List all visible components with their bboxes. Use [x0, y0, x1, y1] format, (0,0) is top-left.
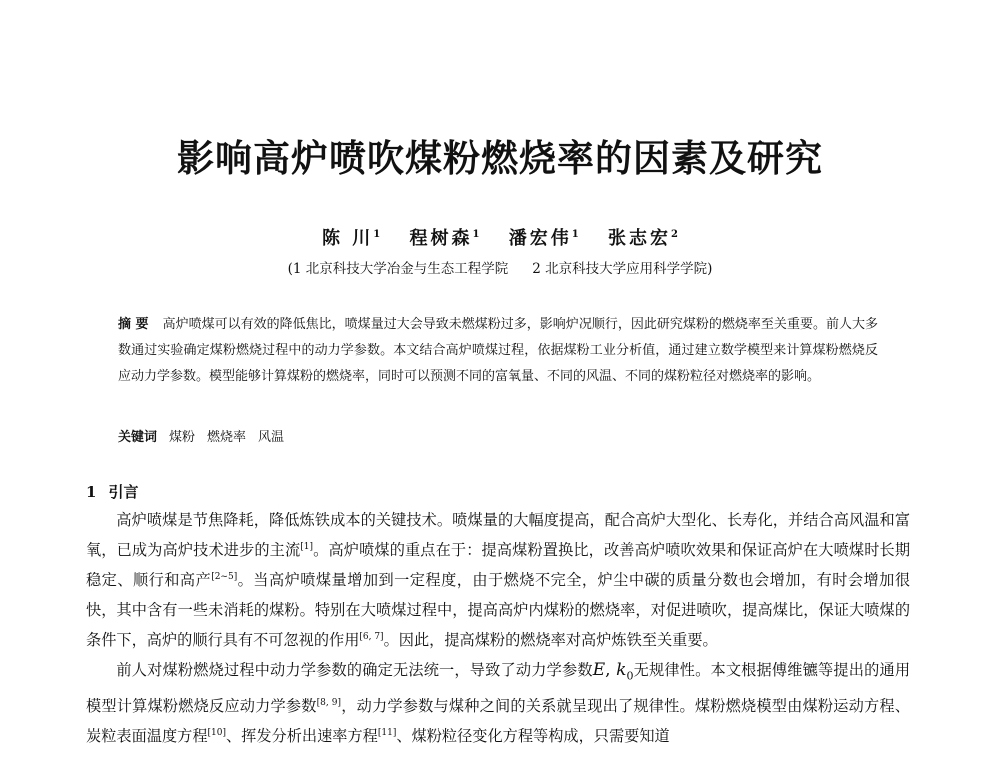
- author-list: [0, 224, 1000, 250]
- affiliations: [0, 257, 1000, 277]
- author-affil-mark: 2: [671, 229, 678, 240]
- math-subscript: 0: [626, 669, 634, 683]
- citation[interactable]: [10]: [207, 728, 226, 739]
- author-3: [509, 228, 579, 249]
- author-4: [608, 228, 678, 249]
- citation[interactable]: [6, 7]: [359, 631, 384, 642]
- text-run: 。高炉喷煤的重点在于：提高煤粉置换比，改善高炉喷吹效果和保证高炉在大喷煤时长期稳定、顺行和高产: [86, 541, 911, 589]
- author-affil-mark: 1: [472, 229, 480, 240]
- paragraph-2: [86, 655, 910, 751]
- text-run: ，动力学参数与煤种之间的关系就呈现出了规律性。煤粉燃烧模型由煤粉运动方程、炭粒表面温度方程: [86, 697, 910, 746]
- author-affil-mark: 1: [373, 229, 381, 240]
- body-text: [86, 505, 910, 751]
- keywords: [118, 426, 878, 445]
- affil-close-paren: ): [707, 261, 713, 277]
- affil-open-paren: (: [287, 261, 293, 277]
- section-title: 引言: [108, 483, 139, 501]
- citation[interactable]: [8, 9]: [316, 698, 342, 709]
- text-run: 、挥发分析出速率方程: [225, 727, 378, 746]
- text-run: 高炉喷煤是节焦降耗，降低炼铁成本的关键技术。喷煤量的大幅度提高，配合高炉大型化、长寿化，并结合高风温和富氧，已成为高炉技术进步的主流: [86, 511, 910, 559]
- math-symbol-e: E: [592, 660, 606, 680]
- section-heading: [86, 481, 138, 502]
- text-run: 。当高炉喷煤量增加到一定程度，由于燃烧不完全，炉尘中碳的质量分数也会增加，有时会增加很快，其中含有一些未消耗的煤粉。特别在大喷煤过程中，提高高炉内煤粉的燃烧率，对促进喷吹，提高煤比，保证大喷煤的条件下，高炉的顺行具有不可忽视的作用: [86, 571, 911, 649]
- text-run: 无规律性。本文根据傅维镳等提出的通用模型计算煤粉燃烧反应动力学参数: [86, 661, 911, 716]
- keyword: 燃烧率: [207, 430, 247, 445]
- citation[interactable]: [2~5]: [211, 571, 238, 582]
- affiliation-2: 2 北京科技大学应用科学学院: [532, 261, 708, 277]
- abstract: [118, 312, 878, 390]
- text-run: 。因此，提高煤粉的燃烧率对高炉炼铁至关重要。: [383, 631, 718, 649]
- text-run: 、煤粉粒径变化方程等构成，只需要知道: [396, 727, 670, 746]
- paragraph-1: [86, 505, 910, 655]
- citation[interactable]: [11]: [377, 728, 397, 739]
- paper-title: 影响高炉喷吹煤粉燃烧率的因素及研究: [177, 136, 823, 180]
- author-affil-mark: 1: [571, 229, 579, 240]
- author-name: 张志宏: [608, 228, 672, 249]
- keyword: 煤粉: [169, 430, 196, 445]
- author-name: 程树森: [409, 228, 473, 249]
- citation[interactable]: [1]: [300, 541, 314, 552]
- math-symbol-k: k: [616, 660, 627, 680]
- math-separator: ,: [605, 660, 617, 680]
- author-1: [322, 228, 380, 249]
- author-2: [410, 228, 480, 249]
- affiliation-1: 1 北京科技大学冶金与生态工程学院: [292, 261, 509, 277]
- section-number: 1: [86, 483, 97, 501]
- author-name: 潘宏伟: [508, 228, 572, 249]
- abstract-label: 摘 要: [118, 317, 149, 332]
- author-name: 陈 川: [322, 228, 374, 249]
- keyword: 风温: [258, 430, 285, 445]
- keywords-label: 关键词: [118, 430, 158, 445]
- text-run: 前人对煤粉燃烧过程中动力学参数的确定无法统一，导致了动力学参数: [116, 661, 593, 679]
- abstract-text: 高炉喷煤可以有效的降低焦比，喷煤量过大会导致未燃煤粉过多，影响炉况顺行，因此研究煤粉的燃烧率至关重要。前人大多数通过实验确定煤粉燃烧过程中的动力学参数。本文结合高炉喷煤过程，依据煤粉工业分析值，通过建立数学模型来计算煤粉燃烧反应动力学参数。模型能够计算煤粉的燃烧率，同时可以预测不同的富氧量、不同的风温、不同的煤粉粒径对燃烧率的影响。: [118, 317, 878, 384]
- math-expression: [592, 660, 634, 683]
